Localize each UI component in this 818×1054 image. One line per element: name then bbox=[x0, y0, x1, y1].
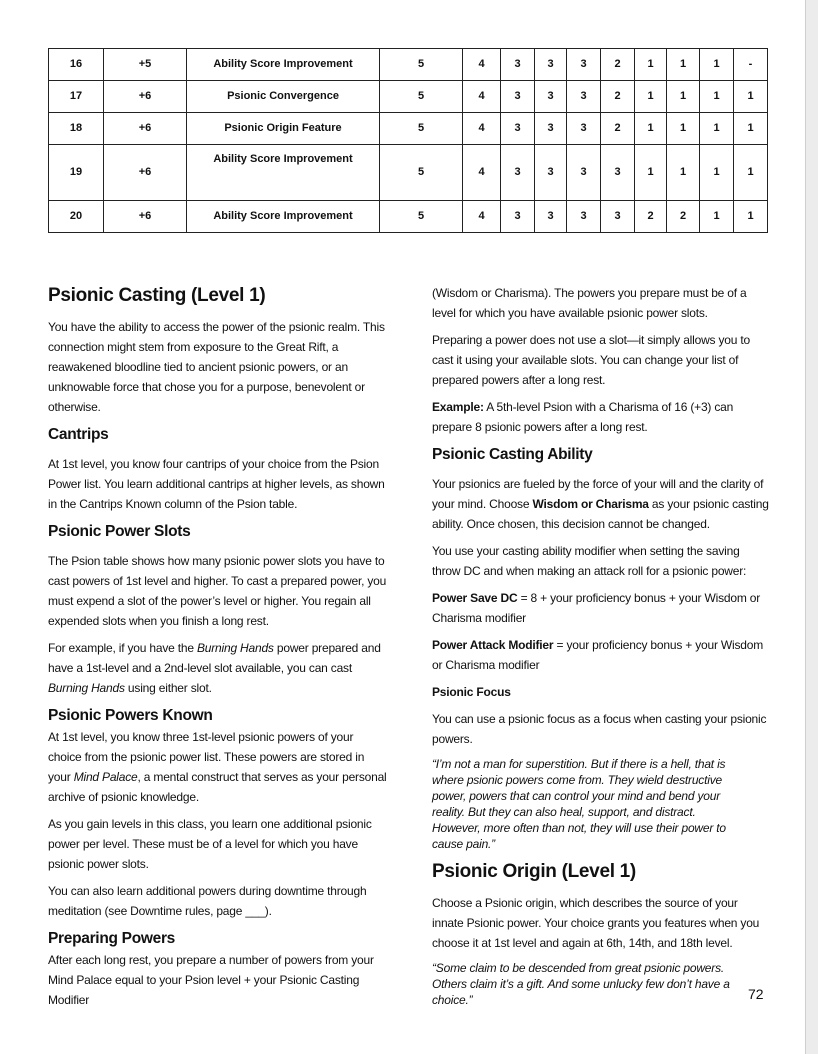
paragraph-gaining-powers: As you gain levels in this class, you learn one additional psionic power per level. These must be of a level for which you have psionic power slots. bbox=[48, 817, 372, 871]
flavor-quote-descended: “Some claim to be descended from great psionic powers. Others claim it’s a gift. And some unlucky few don’t have a choice.” bbox=[432, 961, 730, 1007]
right-column bbox=[432, 283, 770, 1015]
slot-cell: 2 bbox=[601, 81, 635, 113]
proficiency-bonus-cell: +6 bbox=[104, 145, 187, 201]
slot-cell: 4 bbox=[463, 201, 501, 233]
slot-cell: 4 bbox=[463, 49, 501, 81]
slot-cell: 3 bbox=[501, 81, 535, 113]
slot-cell: 4 bbox=[463, 113, 501, 145]
slot-cell: 3 bbox=[535, 113, 567, 145]
page-edge bbox=[805, 0, 818, 1054]
feature-cell: Ability Score Improvement bbox=[187, 201, 380, 233]
powers-known-cell: 5 bbox=[380, 145, 463, 201]
slot-cell: 3 bbox=[601, 201, 635, 233]
power-name-burning-hands: Burning Hands bbox=[48, 681, 125, 695]
slot-cell: 3 bbox=[535, 201, 567, 233]
slot-cell: 1 bbox=[667, 49, 700, 81]
slot-cell: 3 bbox=[567, 49, 601, 81]
slot-cell: 1 bbox=[700, 113, 734, 145]
slot-cell: 1 bbox=[667, 81, 700, 113]
powers-known-cell: 5 bbox=[380, 49, 463, 81]
paragraph-preparing-powers: After each long rest, you prepare a number of powers from your Mind Palace equal to your Psion level + your Psionic Casting Modifier bbox=[48, 953, 374, 1007]
slot-cell: 1 bbox=[734, 201, 768, 233]
heading-psionic-casting: Psionic Casting (Level 1) bbox=[48, 285, 266, 306]
slot-cell: 1 bbox=[700, 145, 734, 201]
paragraph-ability-modifier: You use your casting ability modifier when setting the saving throw DC and when making an attack roll for a psionic power: bbox=[432, 544, 747, 578]
slot-cell: 1 bbox=[635, 145, 667, 201]
slot-cell: 3 bbox=[501, 49, 535, 81]
slot-cell: 2 bbox=[635, 201, 667, 233]
paragraph-psionic-origin: Choose a Psionic origin, which describes the source of your innate Psionic power. Your choice grants you features when you choose it at 1st level and again at 6th, 14th, and 18th level. bbox=[432, 896, 760, 950]
paragraph-casting-ability: Your psionics are fueled by the force of your will and the clarity of your mind. Choose Wisdom or Charisma as your psionic casting ability. Once chosen, this decision cannot be changed. bbox=[432, 477, 769, 531]
heading-powers-known: Psionic Powers Known bbox=[48, 707, 213, 724]
slot-cell: 2 bbox=[667, 201, 700, 233]
slot-cell: 4 bbox=[463, 145, 501, 201]
slot-cell: 1 bbox=[700, 81, 734, 113]
slot-cell: 1 bbox=[734, 113, 768, 145]
paragraph-power-save-dc: Power Save DC = 8 + your proficiency bonus + your Wisdom or Charisma modifier bbox=[432, 591, 761, 625]
slot-cell: - bbox=[734, 49, 768, 81]
slot-cell: 1 bbox=[734, 81, 768, 113]
heading-preparing-powers: Preparing Powers bbox=[48, 930, 175, 947]
paragraph-powers-known: At 1st level, you know three 1st-level psionic powers of your choice from the psionic power list. These powers are stored in your Mind Palace, a mental construct that serves as your personal archive of psionic knowledge. bbox=[48, 730, 387, 804]
slot-cell: 3 bbox=[567, 81, 601, 113]
paragraph-preparing-continued: (Wisdom or Charisma). The powers you prepare must be of a level for which you have available psionic power slots. bbox=[432, 286, 747, 320]
table-row bbox=[49, 201, 768, 233]
left-column bbox=[48, 283, 388, 1017]
heading-casting-ability: Psionic Casting Ability bbox=[432, 446, 593, 463]
paragraph-prepare-example: Example: A 5th-level Psion with a Charisma of 16 (+3) can prepare 8 psionic powers after a long rest. bbox=[432, 400, 734, 434]
table-row bbox=[49, 81, 768, 113]
table-row bbox=[49, 113, 768, 145]
feature-cell: Psionic Origin Feature bbox=[187, 113, 380, 145]
paragraph-psionic-focus: You can use a psionic focus as a focus when casting your psionic powers. bbox=[432, 712, 767, 746]
page-number: 72 bbox=[748, 986, 764, 1002]
powers-known-cell: 5 bbox=[380, 81, 463, 113]
term-mind-palace: Mind Palace bbox=[73, 770, 138, 784]
level-cell: 19 bbox=[49, 145, 104, 201]
slot-cell: 2 bbox=[601, 113, 635, 145]
slot-cell: 1 bbox=[700, 201, 734, 233]
level-cell: 20 bbox=[49, 201, 104, 233]
level-cell: 18 bbox=[49, 113, 104, 145]
slot-cell: 3 bbox=[535, 145, 567, 201]
table-row bbox=[49, 49, 768, 81]
paragraph-power-attack-modifier: Power Attack Modifier = your proficiency bonus + your Wisdom or Charisma modifier bbox=[432, 638, 764, 672]
feature-cell: Ability Score Improvement bbox=[187, 145, 380, 201]
psion-level-table bbox=[48, 48, 768, 233]
level-cell: 17 bbox=[49, 81, 104, 113]
powers-known-cell: 5 bbox=[380, 201, 463, 233]
proficiency-bonus-cell: +6 bbox=[104, 81, 187, 113]
slot-cell: 3 bbox=[501, 201, 535, 233]
paragraph-downtime: You can also learn additional powers during downtime through meditation (see Downtime rules, page ___). bbox=[48, 884, 367, 918]
slot-cell: 3 bbox=[501, 113, 535, 145]
slot-cell: 1 bbox=[667, 113, 700, 145]
powers-known-cell: 5 bbox=[380, 113, 463, 145]
slot-cell: 2 bbox=[601, 49, 635, 81]
slot-cell: 3 bbox=[567, 145, 601, 201]
slot-cell: 1 bbox=[667, 145, 700, 201]
slot-cell: 4 bbox=[463, 81, 501, 113]
proficiency-bonus-cell: +6 bbox=[104, 113, 187, 145]
paragraph-casting-intro: You have the ability to access the power of the psionic realm. This connection might stem from exposure to the Great Rift, a reawakened bloodline tied to ancient psionic powers, or an unknowable force that chose you for a purpose, benevolent or otherwise. bbox=[48, 320, 385, 414]
slot-cell: 3 bbox=[501, 145, 535, 201]
paragraph-prepare-slots: Preparing a power does not use a slot—it simply allows you to cast it using your available slots. You can change your list of prepared powers after a long rest. bbox=[432, 333, 750, 387]
level-cell: 16 bbox=[49, 49, 104, 81]
heading-psionic-focus: Psionic Focus bbox=[432, 685, 511, 699]
slot-cell: 3 bbox=[567, 113, 601, 145]
table-row bbox=[49, 145, 768, 201]
slot-cell: 1 bbox=[635, 81, 667, 113]
slot-cell: 3 bbox=[535, 81, 567, 113]
paragraph-slot-example: For example, if you have the Burning Hands power prepared and have a 1st-level and a 2nd-level slot available, you can cast Burning Hands using either slot. bbox=[48, 641, 381, 695]
heading-cantrips: Cantrips bbox=[48, 426, 109, 443]
heading-power-slots: Psionic Power Slots bbox=[48, 523, 191, 540]
feature-cell: Ability Score Improvement bbox=[187, 49, 380, 81]
paragraph-cantrips: At 1st level, you know four cantrips of your choice from the Psion Power list. You learn additional cantrips at higher levels, as shown in the Cantrips Known column of the Psion table. bbox=[48, 457, 385, 511]
slot-cell: 3 bbox=[601, 145, 635, 201]
slot-cell: 1 bbox=[700, 49, 734, 81]
heading-psionic-origin: Psionic Origin (Level 1) bbox=[432, 861, 636, 882]
flavor-quote-hell: “I’m not a man for superstition. But if there is a hell, that is where psionic powers come from. They wield destructive power, powers that can control your mind and bend your reality. But they can also heal, support, and distract. However, more often than not, they will use their power to cause pain.” bbox=[432, 757, 726, 851]
paragraph-power-slots: The Psion table shows how many psionic power slots you have to cast powers of 1st level and higher. To cast a prepared power, you must expend a slot of the power’s level or higher. You regain all expended slots when you finish a long rest. bbox=[48, 554, 387, 628]
power-name-burning-hands: Burning Hands bbox=[196, 641, 274, 655]
slot-cell: 1 bbox=[635, 113, 667, 145]
slot-cell: 3 bbox=[535, 49, 567, 81]
proficiency-bonus-cell: +6 bbox=[104, 201, 187, 233]
slot-cell: 1 bbox=[734, 145, 768, 201]
slot-cell: 1 bbox=[635, 49, 667, 81]
slot-cell: 3 bbox=[567, 201, 601, 233]
proficiency-bonus-cell: +5 bbox=[104, 49, 187, 81]
feature-cell: Psionic Convergence bbox=[187, 81, 380, 113]
